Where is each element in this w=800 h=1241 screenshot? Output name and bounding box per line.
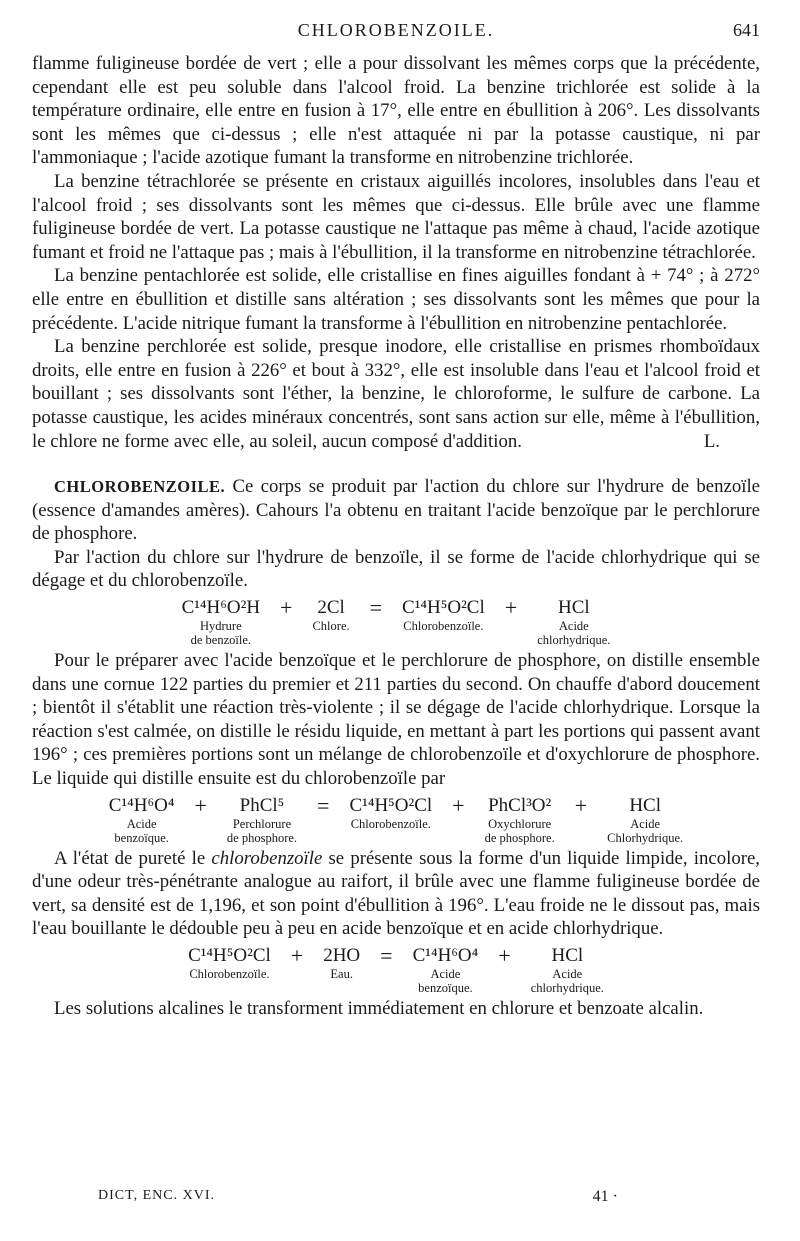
entry-intro-text: Ce corps se produit par l'action du chlore sur l'hydrure de benzoïle (essence d'amandes amères). Cahours l'a obtenu en traitant l'acide benzoïque par le perchlorure de phosphore. xyxy=(32,476,760,545)
chemical-formula: HCl xyxy=(551,945,584,966)
page-number: 641 xyxy=(733,20,760,40)
entry-heading: CHLOROBENZOILE. xyxy=(54,477,226,497)
equation-term xyxy=(227,795,297,845)
equation-operator: + xyxy=(452,792,465,818)
chemical-equation xyxy=(32,792,760,845)
formula-label: Perchlorure xyxy=(232,816,292,831)
formula-label: Chlorobenzoïle. xyxy=(350,816,431,831)
equation-term xyxy=(323,945,360,981)
formula-label: Acide xyxy=(430,967,461,981)
paragraph-text: se présente sous la forme d'un liquide limpide, incolore, d'une odeur très-pénétrante analogue au raifort, il brûle avec une flamme fuligineuse bordée de vert, sa densité est de 1,196, et son point d'ébullition à 196°. L'eau froide ne le dissout pas, mais l'eau bouillante le dédouble peu à peu en acide benzoïque et en acide chlorhydrique. xyxy=(32,847,761,940)
chemical-formula: HCl xyxy=(629,794,661,816)
formula-label: Eau. xyxy=(330,967,353,981)
formula-label: benzoïque. xyxy=(114,830,169,845)
formula-label: Chlorobenzoïle. xyxy=(189,967,270,981)
formula-label: Acide xyxy=(126,816,157,831)
formula-label: benzoïque. xyxy=(418,981,473,995)
paragraph: Pour le préparer avec l'acide benzoïque et le perchlorure de phosphore, on distille ensemble dans une cornue 122 parties du premier et 211 parties du second. On chauffe d'abord doucement ; bientôt il s'établit une réaction très-violente ; il se dégage de l'acide chlorhydrique. Lorsque la réaction s'est calmée, on distille le résidu liquide, en mettant à part les portions qui passent avant 196° ; ces premières portions sont un mélange de chlorobenzoïle et d'oxychlorure de phosphore. Le liquide qui distille ensuite est du chlorobenzoïle par xyxy=(32,650,760,790)
section-gap xyxy=(32,453,760,475)
formula-label: Acide xyxy=(630,816,661,831)
equation-term xyxy=(109,795,175,845)
chemical-formula: C¹⁴H⁶O⁴ xyxy=(108,794,175,816)
chemical-formula: PhCl³O² xyxy=(488,794,552,816)
chemical-formula: 2HO xyxy=(323,945,361,966)
chemical-formula: 2Cl xyxy=(317,597,345,619)
chemical-formula: C¹⁴H⁵O²Cl xyxy=(188,945,271,966)
chemical-formula: C¹⁴H⁵O²Cl xyxy=(349,794,433,816)
equation-term xyxy=(312,597,349,633)
paragraph: La benzine tétrachlorée se présente en cristaux aiguillés incolores, insolubles dans l'eau et l'alcool froid ; ses dissolvants sont les mêmes que ci-dessus. Elle brûle avec une flamme fuligineuse bordée de vert. La potasse caustique ne l'attaque pas même à chaud, l'acide azotique fumant et froid ne l'attaque pas ; mais à l'ébullition, il la transforme en nitrobenzine tétrachlorée. xyxy=(32,170,760,263)
chemical-formula: HCl xyxy=(557,597,590,619)
equation-term xyxy=(607,795,683,845)
equation-operator: + xyxy=(290,943,304,968)
running-header xyxy=(32,20,760,46)
equation-operator: = xyxy=(317,792,330,818)
running-title: CHLOROBENZOILE. xyxy=(297,20,495,40)
equation-operator: + xyxy=(280,595,293,621)
equation-term xyxy=(182,597,260,647)
formula-label: de phosphore. xyxy=(226,830,298,845)
equation-operator: = xyxy=(369,595,383,621)
footer-sheet-number: 41 · xyxy=(592,1188,618,1205)
chemical-formula: C¹⁴H⁶O⁴ xyxy=(412,945,479,966)
author-signature: L. xyxy=(703,430,720,452)
formula-label: chlorhydrique. xyxy=(530,981,604,995)
formula-label: Chlorhydrique. xyxy=(607,830,684,845)
formula-label: Chlore. xyxy=(312,619,350,634)
page-footer xyxy=(98,1188,618,1212)
chemical-formula: C¹⁴H⁵O²Cl xyxy=(402,597,485,619)
paragraph: Les solutions alcalines le transforment immédiatement en chlorure et benzoate alcalin. xyxy=(54,998,704,1019)
chemical-equation xyxy=(32,597,760,647)
equation-term xyxy=(485,795,555,845)
footer-signature-mark: DICT, ENC. XVI. xyxy=(98,1188,216,1203)
chemical-formula: C¹⁴H⁶O²H xyxy=(181,597,261,619)
formula-label: de benzoïle. xyxy=(190,633,251,648)
equation-operator: + xyxy=(574,792,588,818)
formula-label: chlorhydrique. xyxy=(537,633,611,648)
paragraph: Par l'action du chlore sur l'hydrure de benzoïle, il se forme de l'acide chlorhydrique qui se dégage et du chlorobenzoïle. xyxy=(32,546,760,592)
equation-operator: = xyxy=(380,943,393,968)
formula-label: Hydrure xyxy=(199,619,242,634)
paragraph xyxy=(32,847,760,941)
paragraph: flamme fuligineuse bordée de vert ; elle a pour dissolvant les mêmes corps que la précédente, cependant elle est peu soluble dans l'alcool froid. La benzine trichlorée est solide à la température ordinaire, elle entre en fusion à 17°, elle entre en ébullition à 206°. Les dissolvants sont les mêmes que ci-dessus ; elle n'est attaquée ni par la potasse caustique, ni par l'ammoniaque ; l'acide azotique fumant la transforme en nitrobenzine trichlorée. xyxy=(32,53,760,169)
chemical-equation xyxy=(32,945,760,995)
formula-label: Acide xyxy=(558,619,589,634)
paragraph xyxy=(32,335,760,453)
formula-label: Chlorobenzoïle. xyxy=(403,619,484,634)
paragraph-text: La benzine perchlorée est solide, presque inodore, elle cristallise en prismes rhomboïdaux droits, elle entre en fusion à 226° et bout à 332°, elle est insoluble dans l'eau et l'alcool froid et bouillant ; ses dissolvants sont l'éther, la benzine, le chloroforme, le sulfure de carbone. La potasse caustique, les acides minéraux concentrés, sont sans action sur elle, même à l'ébullition, le chlore ne forme avec elle, au soleil, aucun composé d'addition. xyxy=(32,336,760,452)
equation-term xyxy=(531,945,604,995)
chemical-formula: PhCl⁵ xyxy=(239,794,285,816)
page-body xyxy=(32,52,760,1021)
paragraph-text: A l'état de pureté le xyxy=(54,847,212,869)
formula-label: Acide xyxy=(552,967,583,981)
equation-term xyxy=(188,945,271,981)
equation-operator: + xyxy=(194,792,207,818)
paragraph: La benzine pentachlorée est solide, elle cristallise en fines aiguilles fondant à + 74° ; à 272° elle entre en ébullition et distille sans altération ; ses dissolvants sont les mêmes que pour la précédente. L'acide nitrique fumant la transforme à l'ébullition en nitrobenzine pentachlorée. xyxy=(32,265,760,334)
formula-label: Oxychlorure xyxy=(488,816,552,831)
equation-operator: + xyxy=(504,595,518,621)
entry-intro xyxy=(32,475,760,546)
equation-term xyxy=(413,945,479,995)
formula-label: de phosphore. xyxy=(484,830,555,845)
equation-operator: + xyxy=(498,943,511,968)
equation-term xyxy=(537,597,610,647)
equation-term xyxy=(402,597,485,633)
equation-term xyxy=(349,795,432,831)
italic-term: chlorobenzoïle xyxy=(211,847,323,869)
